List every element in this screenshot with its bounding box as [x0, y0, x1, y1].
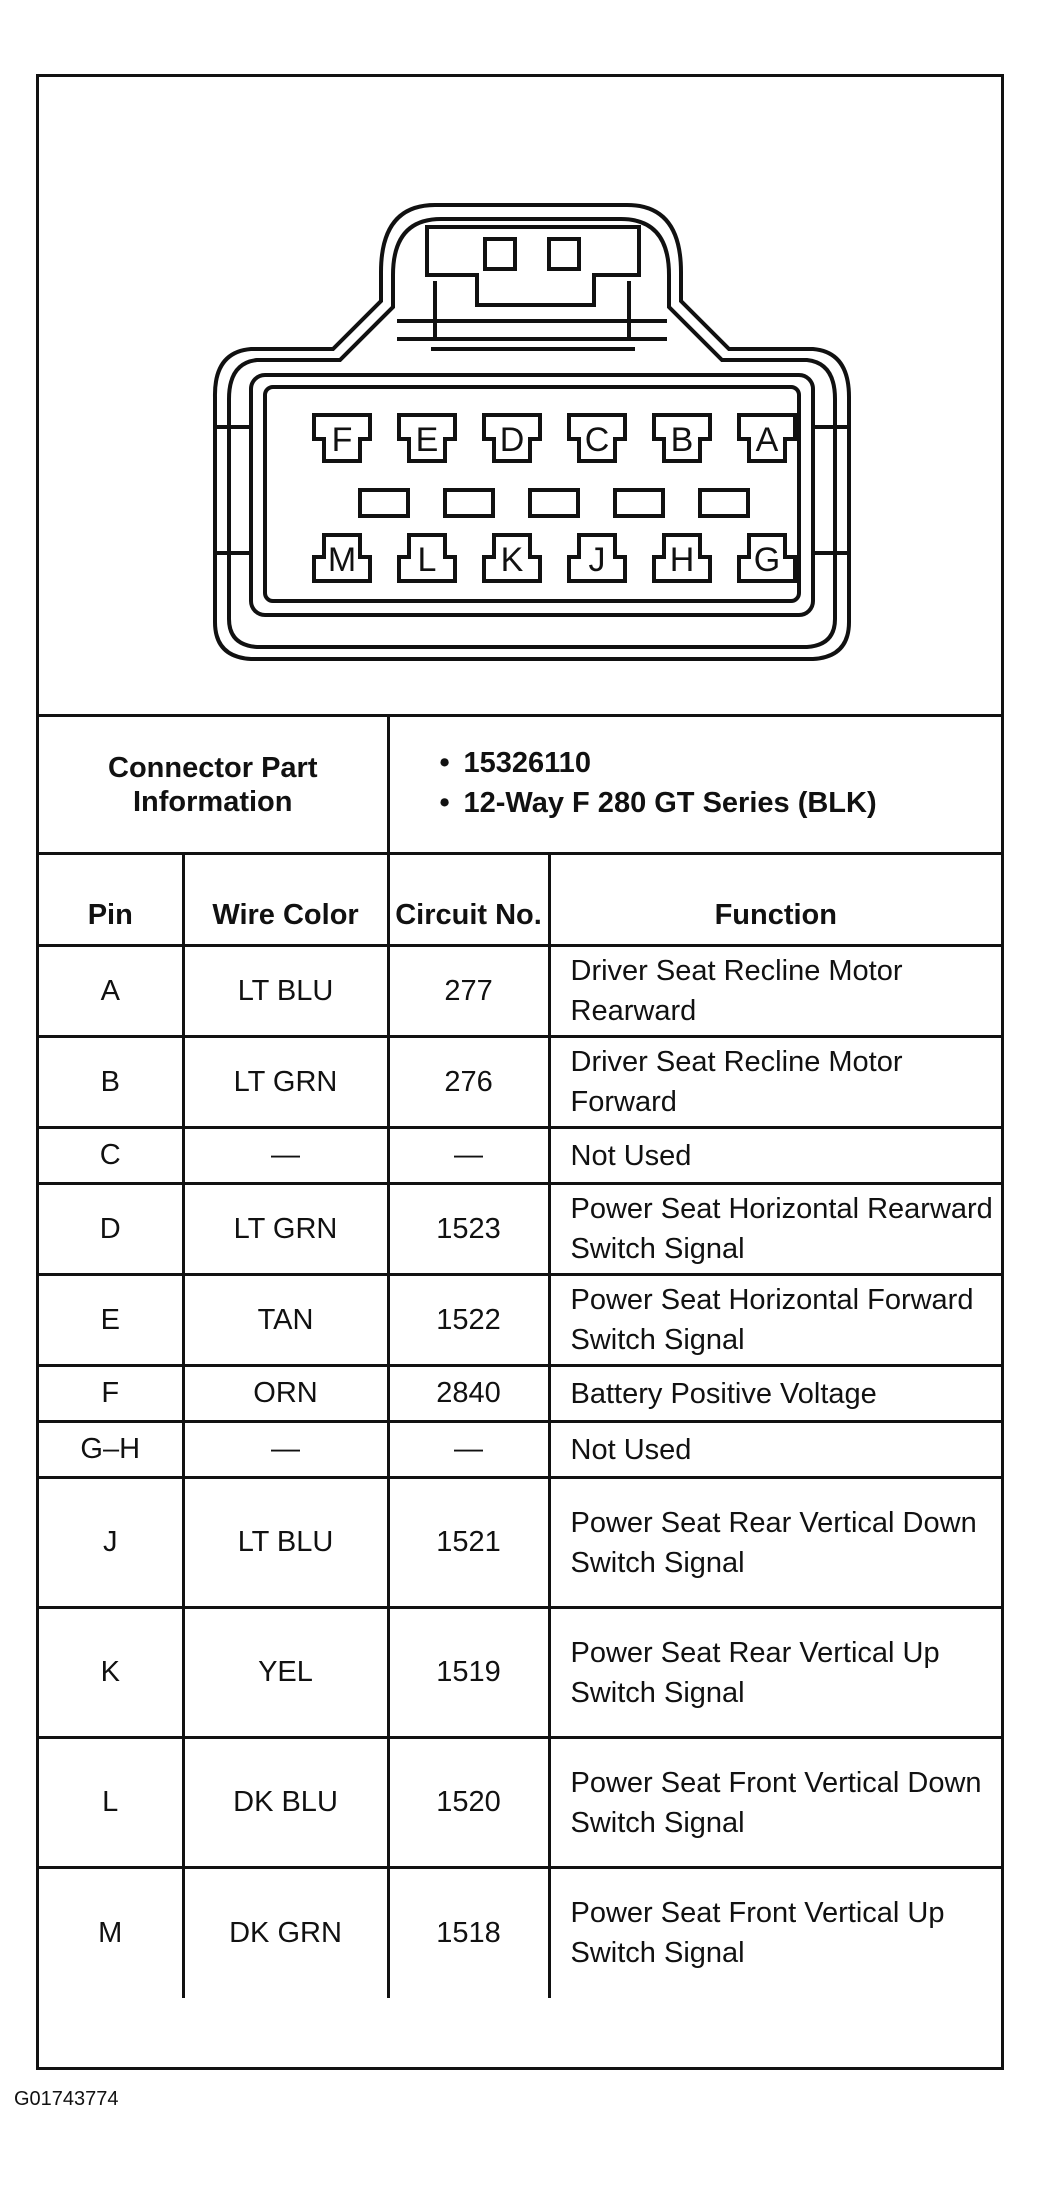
- function-cell: Not Used: [549, 1128, 1001, 1184]
- table-row: [39, 1422, 1001, 1478]
- wire-color-cell: —: [183, 1128, 388, 1184]
- function-cell: Driver Seat Recline Motor Rearward: [549, 946, 1001, 1037]
- pin-cavity-h: [654, 535, 710, 581]
- pin-cell: F: [39, 1366, 183, 1422]
- wire-color-cell: YEL: [183, 1608, 388, 1738]
- function-header: Function: [549, 854, 1001, 946]
- wire-color-cell: LT GRN: [183, 1184, 388, 1275]
- connector-outline: [39, 77, 1001, 714]
- pin-cavity-f: [314, 415, 370, 461]
- connector-face-diagram: [39, 77, 1001, 714]
- table-row: [39, 1275, 1001, 1366]
- pinout-table: [39, 714, 1001, 1998]
- table-row: [39, 1478, 1001, 1608]
- pin-label-h: H: [669, 541, 695, 579]
- pin-cavity-j: [569, 535, 625, 581]
- table-row: [39, 1128, 1001, 1184]
- keying-slots: [360, 490, 748, 516]
- circuit-cell: 1520: [388, 1738, 549, 1868]
- wire-color-cell: LT BLU: [183, 946, 388, 1037]
- keying-slot: [700, 490, 748, 516]
- circuit-cell: 1523: [388, 1184, 549, 1275]
- pin-cell: M: [39, 1868, 183, 1998]
- table-row: [39, 1738, 1001, 1868]
- table-row: [39, 1608, 1001, 1738]
- pin-cell: A: [39, 946, 183, 1037]
- part-info-values: [388, 716, 1001, 854]
- function-cell: Power Seat Front Vertical Up Switch Signal: [549, 1868, 1001, 1998]
- wire-color-cell: LT GRN: [183, 1037, 388, 1128]
- circuit-header: Circuit No.: [388, 854, 549, 946]
- pin-label-g: G: [753, 541, 781, 579]
- pin-cavity-l: [399, 535, 455, 581]
- function-cell: Power Seat Front Vertical Down Switch Signal: [549, 1738, 1001, 1868]
- pin-label-a: A: [755, 421, 779, 459]
- wire-color-cell: DK BLU: [183, 1738, 388, 1868]
- pin-label-b: B: [670, 421, 694, 459]
- table-row: [39, 1037, 1001, 1128]
- pin-cavity-m: [314, 535, 370, 581]
- pin-cavity-g: [739, 535, 795, 581]
- wire-color-cell: TAN: [183, 1275, 388, 1366]
- wire-color-cell: ORN: [183, 1366, 388, 1422]
- connector-sheet: [36, 74, 1004, 2070]
- pin-label-d: D: [499, 421, 525, 459]
- pinout-rows: [39, 946, 1001, 1998]
- pin-cell: K: [39, 1608, 183, 1738]
- pin-cell: E: [39, 1275, 183, 1366]
- wire-color-cell: LT BLU: [183, 1478, 388, 1608]
- function-cell: Power Seat Horizontal Rearward Switch Signal: [549, 1184, 1001, 1275]
- function-cell: Driver Seat Recline Motor Forward: [549, 1037, 1001, 1128]
- circuit-cell: 276: [388, 1037, 549, 1128]
- circuit-cell: 2840: [388, 1366, 549, 1422]
- pin-label-f: F: [331, 421, 353, 459]
- pin-cell: C: [39, 1128, 183, 1184]
- part-number: • 15326110: [440, 746, 1002, 780]
- pin-cell: J: [39, 1478, 183, 1608]
- keying-slot: [445, 490, 493, 516]
- function-cell: Battery Positive Voltage: [549, 1366, 1001, 1422]
- keying-slot: [360, 490, 408, 516]
- function-cell: Not Used: [549, 1422, 1001, 1478]
- pin-cavity-k: [484, 535, 540, 581]
- wire-color-header: Wire Color: [183, 854, 388, 946]
- circuit-cell: 1522: [388, 1275, 549, 1366]
- keying-slot: [615, 490, 663, 516]
- header-row: [39, 854, 1001, 946]
- bottom-row-pins: [314, 535, 795, 581]
- pin-cavity-a: [739, 415, 795, 461]
- table-row: [39, 946, 1001, 1037]
- pin-cell: G–H: [39, 1422, 183, 1478]
- pin-label-j: J: [588, 541, 606, 579]
- pin-cavity-b: [654, 415, 710, 461]
- wire-color-cell: DK GRN: [183, 1868, 388, 1998]
- figure-id: G01743774: [14, 2088, 119, 2110]
- table-row: [39, 1366, 1001, 1422]
- function-cell: Power Seat Rear Vertical Up Switch Signal: [549, 1608, 1001, 1738]
- pin-header: Pin: [39, 854, 183, 946]
- pin-label-c: C: [584, 421, 610, 459]
- function-cell: Power Seat Horizontal Forward Switch Signal: [549, 1275, 1001, 1366]
- connector-series: • 12-Way F 280 GT Series (BLK): [440, 786, 1002, 820]
- part-info-row: [39, 716, 1001, 854]
- function-cell: Power Seat Rear Vertical Down Switch Signal: [549, 1478, 1001, 1608]
- pin-cell: D: [39, 1184, 183, 1275]
- pin-cavity-d: [484, 415, 540, 461]
- pin-label-l: L: [417, 541, 437, 579]
- table-row: [39, 1184, 1001, 1275]
- circuit-cell: 1519: [388, 1608, 549, 1738]
- pin-cavity-e: [399, 415, 455, 461]
- circuit-cell: 1521: [388, 1478, 549, 1608]
- circuit-cell: 1518: [388, 1868, 549, 1998]
- top-row-pins: [314, 415, 795, 461]
- table-row: [39, 1868, 1001, 1998]
- pin-cell: B: [39, 1037, 183, 1128]
- pin-label-e: E: [415, 421, 439, 459]
- part-info-label: Connector Part Information: [39, 716, 388, 854]
- circuit-cell: 277: [388, 946, 549, 1037]
- pin-cell: L: [39, 1738, 183, 1868]
- circuit-cell: —: [388, 1422, 549, 1478]
- pin-label-k: K: [500, 541, 524, 579]
- keying-slot: [530, 490, 578, 516]
- pin-cavity-c: [569, 415, 625, 461]
- circuit-cell: —: [388, 1128, 549, 1184]
- pin-label-m: M: [327, 541, 357, 579]
- wire-color-cell: —: [183, 1422, 388, 1478]
